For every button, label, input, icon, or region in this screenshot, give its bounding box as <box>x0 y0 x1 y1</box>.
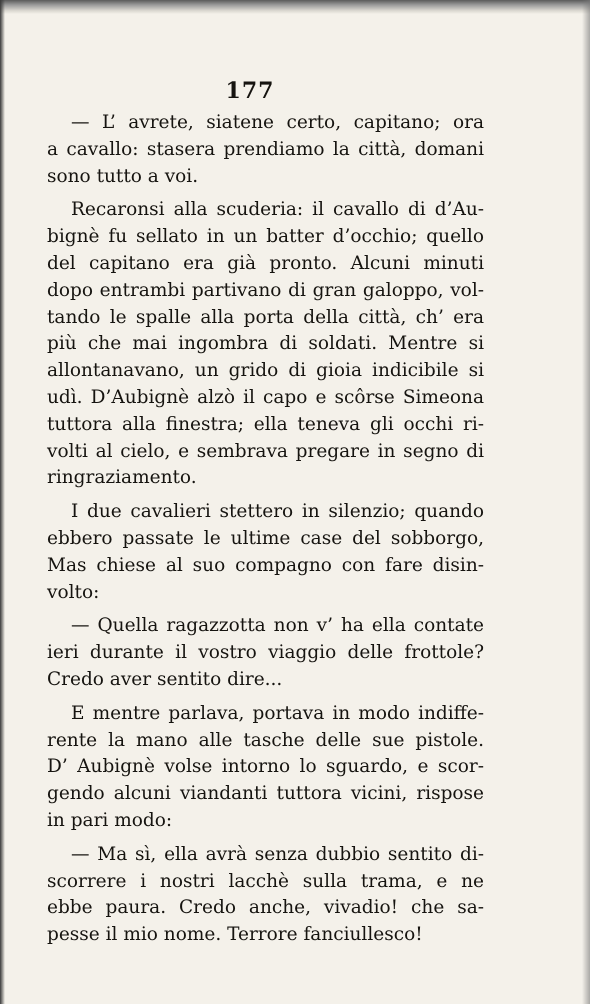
text-line: ieri durante il vostro viaggio delle frottole? <box>47 642 484 664</box>
text-line: a cavallo: stasera prendiamo la città, domani <box>47 138 484 160</box>
page-number: 177 <box>225 78 275 104</box>
text-line: Mas chiese al suo compagno con fare disin- <box>47 554 484 576</box>
text-line: dopo entrambi partivano di gran galoppo, vol- <box>47 279 484 301</box>
paragraph-gap <box>47 492 484 499</box>
paragraph-gap <box>47 835 484 842</box>
text-line: sono tutto a voi. <box>47 165 199 187</box>
text-line: più che mai ingombra di soldati. Mentre si <box>47 333 484 355</box>
text-line: — Ma sì, ella avrà senza dubbio sentito di- <box>71 843 484 865</box>
text-line: bignè fu sellato in un batter d’occhio; quello <box>47 226 484 248</box>
text-line: I due cavalieri stettero in silenzio; quando <box>71 501 484 523</box>
text-line: — L’ avrete, siatene certo, capitano; ora <box>71 112 484 133</box>
text-line: rente la mano alle tasche delle sue pistole. <box>47 729 484 751</box>
paragraph-gap <box>47 190 484 197</box>
text-line: pesse il mio nome. Terrore fanciullesco! <box>47 924 423 946</box>
paragraph-gap <box>47 694 484 701</box>
text-line: — Quella ragazzotta non v’ ha ella contate <box>71 615 484 637</box>
page-top-shadow <box>0 0 590 14</box>
text-line: scorrere i nostri lacchè sulla trama, e ne <box>47 870 484 892</box>
text-line: ebbe paura. Credo anche, vivadio! che sa- <box>47 897 484 919</box>
text-line: gendo alcuni viandanti tuttora vicini, rispose <box>47 783 484 805</box>
text-line: Credo aver sentito dire... <box>47 668 283 690</box>
text-line: in pari modo: <box>47 809 173 831</box>
body-text <box>47 110 484 949</box>
text-line: volto: <box>47 581 100 603</box>
text-line: del capitano era già pronto. Alcuni minuti <box>47 252 484 274</box>
text-line: volti al cielo, e sembrava pregare in segno di <box>47 440 484 462</box>
text-line: D’ Aubignè volse intorno lo sguardo, e scor- <box>47 756 484 778</box>
text-line: Recaronsi alla scuderia: il cavallo di d’Au- <box>71 199 484 221</box>
paragraph-gap <box>47 606 484 613</box>
text-line: udì. D’Aubignè alzò il capo e scôrse Simeona <box>47 386 484 408</box>
page-right-shadow <box>582 0 590 1004</box>
text-line: ringraziamento. <box>47 467 197 489</box>
page-left-shadow <box>0 0 5 1004</box>
text-line: tuttora alla finestra; ella teneva gli occhi ri- <box>47 413 484 435</box>
text-line: E mentre parlava, portava in modo indiffe- <box>71 702 484 724</box>
text-line: ebbero passate le ultime case del sobborgo, <box>47 527 484 549</box>
text-line: allontanavano, un grido di gioia indicibile si <box>47 360 484 382</box>
text-line: tando le spalle alla porta della città, ch’ era <box>47 306 484 328</box>
